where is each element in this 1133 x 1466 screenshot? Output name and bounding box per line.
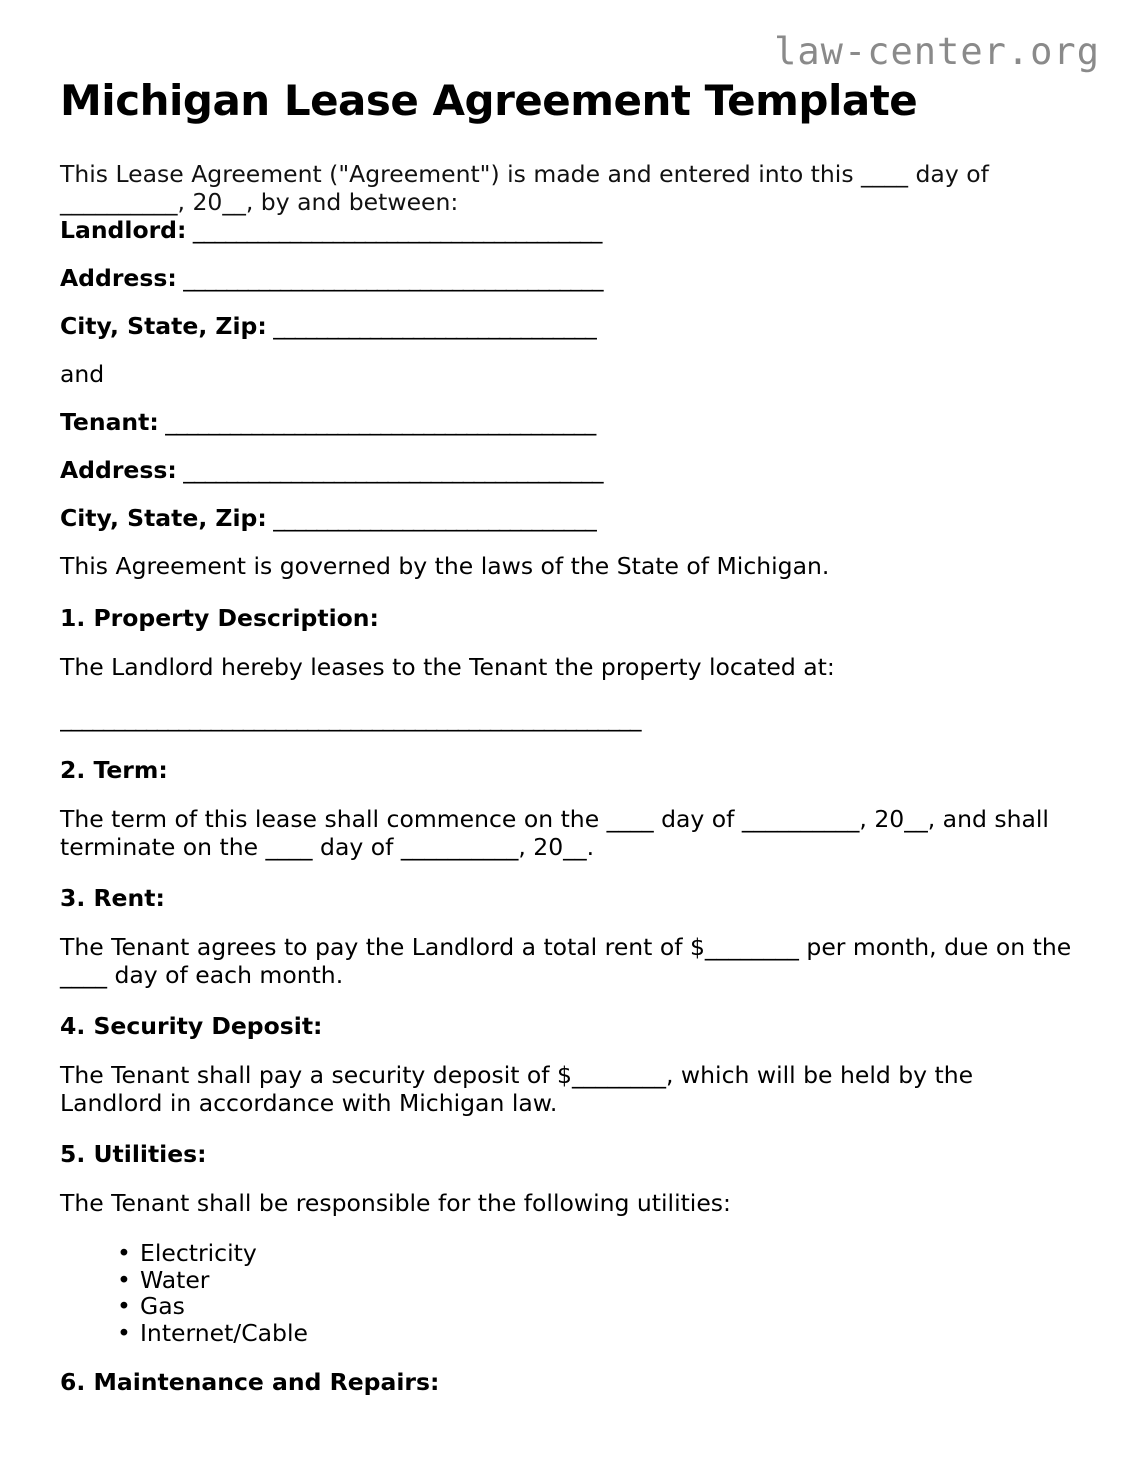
property-address-blank[interactable]: ______________________________________________________ (60, 704, 641, 732)
list-item (117, 1267, 1073, 1294)
field-landlord-name (60, 216, 1073, 244)
section-body-property-description: The Landlord hereby leases to the Tenant the property located at: (60, 653, 835, 681)
list-item-label: Electricity (140, 1239, 257, 1267)
section-heading-term: 2. Term: (60, 756, 168, 784)
field-landlord-city-state-zip (60, 312, 1073, 340)
field-blank[interactable]: ______________________________________ (186, 216, 602, 244)
bullet-icon: • (117, 1265, 131, 1294)
field-landlord-address (60, 264, 1073, 292)
list-item (117, 1293, 1073, 1320)
field-blank[interactable]: _______________________________________ (176, 456, 603, 484)
list-item-label: Gas (140, 1292, 185, 1320)
intro-paragraph: This Lease Agreement ("Agreement") is made and entered into this ____ day of __________, 20__, by and between: (60, 160, 989, 216)
list-item-label: Internet/Cable (140, 1318, 308, 1347)
field-blank[interactable]: ________________________________________ (158, 408, 596, 436)
field-label: City, State, Zip: (60, 312, 267, 340)
bullet-icon: • (117, 1239, 131, 1267)
document-body (60, 160, 1073, 1396)
section-heading-security-deposit: 4. Security Deposit: (60, 1012, 323, 1040)
section-heading-rent: 3. Rent: (60, 884, 165, 912)
field-blank[interactable]: _______________________________________ (176, 264, 603, 292)
bullet-icon: • (117, 1292, 131, 1320)
field-label: Address: (60, 456, 177, 484)
section-heading-property-description: 1. Property Description: (60, 604, 379, 632)
section-body-term: The term of this lease shall commence on the ____ day of __________, 20__, and shall terminate on the ____ day of __________, 20__. (60, 805, 1049, 861)
section-body-rent: The Tenant agrees to pay the Landlord a total rent of $________ per month, due on the ____ day of each month. (60, 933, 1072, 989)
field-label: Tenant: (60, 408, 159, 436)
page-title: Michigan Lease Agreement Template (60, 76, 918, 125)
governing-law-paragraph: This Agreement is governed by the laws of the State of Michigan. (60, 552, 830, 580)
utilities-list (60, 1240, 1073, 1346)
list-item (117, 1320, 1073, 1347)
field-blank[interactable]: ______________________________ (266, 504, 596, 532)
parties-conjunction: and (60, 360, 105, 388)
field-tenant-city-state-zip (60, 504, 1073, 532)
section-heading-maintenance-and-repairs: 6. Maintenance and Repairs: (60, 1368, 440, 1396)
list-item-label: Water (140, 1265, 210, 1294)
field-tenant-name (60, 408, 1073, 436)
section-body-security-deposit: The Tenant shall pay a security deposit of $________, which will be held by the Landlord in accordance with Michigan law. (60, 1061, 974, 1117)
field-blank[interactable]: ______________________________ (266, 312, 596, 340)
list-item (117, 1240, 1073, 1267)
site-watermark: law-center.org (774, 30, 1100, 73)
bullet-icon: • (117, 1318, 131, 1347)
field-label: Landlord: (60, 216, 187, 244)
field-label: Address: (60, 264, 177, 292)
field-tenant-address (60, 456, 1073, 484)
section-body-utilities: The Tenant shall be responsible for the following utilities: (60, 1189, 731, 1217)
field-label: City, State, Zip: (60, 504, 267, 532)
section-heading-utilities: 5. Utilities: (60, 1140, 207, 1168)
